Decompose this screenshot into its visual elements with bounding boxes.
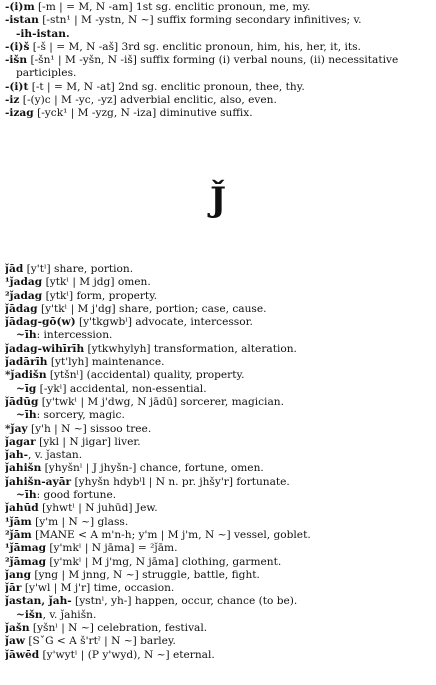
entry-headword: ǰār: [5, 582, 22, 595]
main-entries: [5, 263, 433, 662]
dictionary-entry: [5, 569, 433, 582]
entry-definition: : sorcery, magic.: [36, 409, 125, 422]
entry-definition: [yhwtˡ | N juhūd] Jew.: [38, 502, 158, 515]
entry-definition: [ytkwhylyh] transformation, alteration.: [84, 342, 297, 355]
entry-headword: ²ǰadag: [5, 289, 43, 302]
entry-definition: [y'tˡ] share, portion.: [23, 263, 134, 275]
dictionary-entry: [5, 396, 433, 409]
dictionary-entry: [5, 290, 433, 303]
entry-headword: ~īg: [16, 382, 37, 395]
entry-definition: participles.: [16, 67, 77, 80]
entry-definition: [-(y)c | M -yc, -yz] adverbial enclitic, also, even.: [19, 94, 277, 107]
entry-definition: [ytkˡ] form, property.: [42, 289, 158, 302]
entry-definition: , v. ǰastan.: [28, 449, 83, 462]
entry-definition: [yng | M jnng, N ~] struggle, battle, fight.: [31, 568, 260, 581]
dictionary-entry: [5, 343, 433, 356]
entry-headword: ǰadārīh: [5, 356, 48, 369]
entry-definition: [SˇG < A š'rtˀ | N ~] barley.: [25, 635, 176, 648]
dictionary-entry: [5, 356, 433, 369]
entry-headword: ¹ǰām: [5, 515, 32, 528]
dictionary-entry: [5, 329, 433, 342]
dictionary-entry: [5, 529, 433, 542]
entry-headword: ǰang: [5, 568, 31, 581]
entry-headword: ǰādag-gō(w): [5, 316, 76, 329]
dictionary-entry: [5, 303, 433, 316]
entry-definition: [y'm | N ~] glass.: [31, 515, 129, 528]
dictionary-entry: [5, 635, 433, 648]
entry-definition: [y'mkˡ | M j'mg, N jāma] clothing, garment.: [46, 555, 282, 568]
entry-definition: [-ykˡ] accidental, non-essential.: [36, 382, 207, 395]
dictionary-entry: [5, 649, 433, 662]
entry-headword: ǰādūg: [5, 395, 39, 408]
entry-headword: ~īh: [16, 409, 37, 422]
entry-definition: [yhyšn hdybˡl | N n. pr. jhšy'r] fortunate.: [71, 475, 290, 488]
entry-definition: [-šn¹ | M -yšn, N -iš] suffix forming (i) verbal nouns, (ii) necessitative: [27, 54, 399, 67]
dictionary-entry: [5, 582, 433, 595]
entry-definition: , v. ǰahišn.: [42, 608, 97, 621]
dictionary-entry: [5, 369, 433, 382]
entry-headword: ²ǰāmag: [5, 555, 47, 568]
dictionary-entry: [5, 107, 433, 120]
entry-definition: [y'wytˡ | (P y'wyd), N ~] eternal.: [39, 648, 215, 661]
entry-headword: ǰastan, ǰah-: [5, 595, 72, 608]
entry-definition: [y'wl | M j'r] time, occasion.: [21, 582, 175, 595]
dictionary-entry: [5, 94, 433, 107]
dictionary-entry: [5, 41, 433, 54]
entry-definition: [-yck¹ | M -yzg, N -iza] diminutive suffix.: [33, 107, 253, 120]
dictionary-entry: [5, 316, 433, 329]
entry-headword: ǰād: [5, 263, 24, 275]
entry-definition: [ytkˡ | M jdg] omen.: [42, 276, 151, 289]
dictionary-entry: [5, 489, 433, 502]
entry-headword: ~īh: [16, 489, 37, 502]
dictionary-entry: [5, 476, 433, 489]
entry-headword: -išn: [5, 54, 28, 67]
entry-definition: [y'twkˡ | M j'dwg, N jādū] sorcerer, magician.: [38, 395, 284, 408]
dictionary-entry: [5, 14, 433, 27]
entry-headword: -(i)m: [5, 1, 35, 13]
dictionary-entry: [5, 409, 433, 422]
dictionary-entry: [5, 542, 433, 555]
entry-headword: ǰahūd: [5, 502, 39, 515]
entry-definition: -ih-istan.: [16, 27, 70, 40]
dictionary-entry: [5, 81, 433, 94]
entry-headword: *ǰadišn: [5, 369, 47, 382]
dictionary-entry: [5, 436, 433, 449]
entry-headword: ~išn: [16, 608, 43, 621]
entry-definition: [ytšnˡ] (accidental) quality, property.: [46, 369, 245, 382]
dictionary-entry: [5, 67, 433, 80]
entry-headword: ǰah-: [5, 449, 28, 462]
top-entries: [5, 1, 433, 121]
entry-headword: ǰadag-wihīrīh: [5, 342, 85, 355]
entry-headword: -(i)t: [5, 80, 29, 93]
dictionary-entry: [5, 276, 433, 289]
entry-headword: ¹ǰāmag: [5, 542, 47, 555]
entry-definition: [y'h | N ~] sissoo tree.: [27, 422, 152, 435]
entry-headword: -iz: [5, 94, 20, 107]
entry-definition: [y'tkgwbˡ] advocate, intercessor.: [75, 316, 253, 329]
entry-definition: [y'mkˡ | N jāma] = ²ǰām.: [46, 542, 178, 555]
entry-definition: [-š | = M, N -aš] 3rd sg. enclitic pronoun, him, his, her, it, its.: [29, 40, 361, 53]
entry-definition: : good fortune.: [36, 489, 117, 502]
entry-definition: [ykl | N jigar] liver.: [35, 435, 141, 448]
entry-headword: ǰahišn: [5, 462, 42, 475]
dictionary-entry: [5, 28, 433, 41]
entry-definition: : intercession.: [36, 329, 113, 342]
entry-headword: ǰādag: [5, 302, 38, 315]
entry-headword: ~īh: [16, 329, 37, 342]
dictionary-entry: [5, 595, 433, 608]
entry-headword: *ǰay: [5, 422, 28, 435]
dictionary-entry: [5, 449, 433, 462]
dictionary-entry: [5, 423, 433, 436]
dictionary-entry: [5, 516, 433, 529]
entry-headword: ǰahišn-ayār: [5, 475, 72, 488]
entry-definition: [-stn¹ | M -ystn, N ~] suffix forming secondary infinitives; v.: [38, 14, 362, 27]
dictionary-entry: [5, 462, 433, 475]
section-letter: J̌: [209, 180, 227, 220]
entry-definition: [yt'lyh] maintenance.: [47, 356, 165, 369]
entry-definition: [yhyšnˡ | J jhyšn-] chance, fortune, omen.: [41, 462, 264, 475]
entry-headword: -izag: [5, 107, 34, 120]
dictionary-entry: [5, 1, 433, 14]
entry-headword: ²ǰām: [5, 528, 32, 541]
entry-definition: [-t | = M, N -at] 2nd sg. enclitic pronoun, thee, thy.: [28, 80, 305, 93]
dictionary-entry: [5, 556, 433, 569]
entry-definition: [yšnˡ | N ~] celebration, festival.: [29, 622, 208, 635]
dictionary-entry: [5, 609, 433, 622]
entry-definition: [ystnˡ, yh-] happen, occur, chance (to be).: [71, 595, 298, 608]
entry-definition: [MANE < A m'n-h; y'm | M j'm, N ~] vessel, goblet.: [31, 528, 311, 541]
entry-definition: [-m | = M, N -am] 1st sg. enclitic pronoun, me, my.: [34, 1, 311, 13]
dictionary-entry: [5, 263, 433, 276]
dictionary-entry: [5, 383, 433, 396]
dictionary-entry: [5, 502, 433, 515]
entry-headword: -(i)š: [5, 40, 30, 53]
entry-headword: ǰāwēd: [5, 648, 40, 661]
entry-headword: ǰaw: [5, 635, 26, 648]
entry-headword: ¹ǰadag: [5, 276, 43, 289]
entry-definition: [y'tkˡ | M j'dg] share, portion; case, cause.: [37, 302, 267, 315]
dictionary-entry: [5, 54, 433, 67]
entry-headword: ǰašn: [5, 622, 30, 635]
dictionary-entry: [5, 622, 433, 635]
entry-headword: ǰagar: [5, 435, 36, 448]
entry-headword: -istan: [5, 14, 39, 27]
